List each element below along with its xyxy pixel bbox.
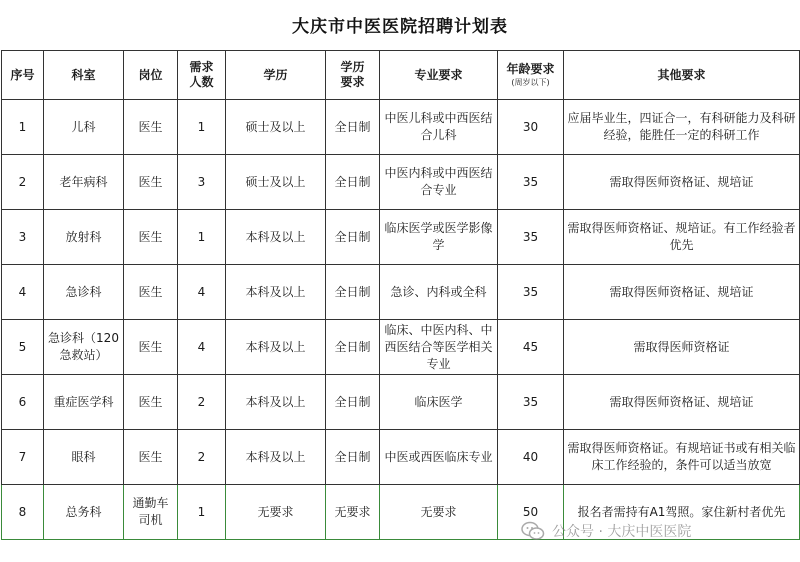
cell-major: 中医或西医临床专业 bbox=[380, 430, 498, 485]
header-edu: 学历 bbox=[226, 51, 326, 100]
cell-major: 临床医学 bbox=[380, 375, 498, 430]
cell-count: 4 bbox=[178, 265, 226, 320]
cell-count: 1 bbox=[178, 100, 226, 155]
cell-dept: 儿科 bbox=[44, 100, 124, 155]
cell-age: 35 bbox=[498, 265, 564, 320]
cell-seq: 2 bbox=[2, 155, 44, 210]
cell-seq: 3 bbox=[2, 210, 44, 265]
cell-edu: 无要求 bbox=[226, 485, 326, 540]
header-seq: 序号 bbox=[2, 51, 44, 100]
cell-dept: 总务科 bbox=[44, 485, 124, 540]
cell-dept: 放射科 bbox=[44, 210, 124, 265]
cell-other: 需取得医师资格证 bbox=[564, 320, 800, 375]
watermark-text: 公众号 · 大庆中医医院 bbox=[552, 524, 692, 540]
cell-edu-req: 无要求 bbox=[326, 485, 380, 540]
cell-edu-req: 全日制 bbox=[326, 375, 380, 430]
cell-post: 医生 bbox=[124, 155, 178, 210]
cell-edu-req: 全日制 bbox=[326, 210, 380, 265]
header-post: 岗位 bbox=[124, 51, 178, 100]
cell-age: 35 bbox=[498, 210, 564, 265]
cell-post: 医生 bbox=[124, 320, 178, 375]
cell-major: 急诊、内科或全科 bbox=[380, 265, 498, 320]
cell-dept: 眼科 bbox=[44, 430, 124, 485]
cell-seq: 1 bbox=[2, 100, 44, 155]
cell-major: 临床、中医内科、中西医结合等医学相关专业 bbox=[380, 320, 498, 375]
cell-count: 4 bbox=[178, 320, 226, 375]
header-dept: 科室 bbox=[44, 51, 124, 100]
table-header-row bbox=[2, 51, 800, 100]
cell-edu: 硕士及以上 bbox=[226, 100, 326, 155]
cell-edu: 硕士及以上 bbox=[226, 155, 326, 210]
header-edu-req-line1: 学历 bbox=[340, 60, 365, 74]
table-row bbox=[2, 155, 800, 210]
cell-other: 需取得医师资格证、规培证 bbox=[564, 155, 800, 210]
cell-post: 医生 bbox=[124, 375, 178, 430]
cell-seq: 7 bbox=[2, 430, 44, 485]
cell-post: 医生 bbox=[124, 100, 178, 155]
header-age-label: 年龄要求 bbox=[506, 62, 555, 76]
cell-seq: 5 bbox=[2, 320, 44, 375]
header-major: 专业要求 bbox=[380, 51, 498, 100]
cell-edu-req: 全日制 bbox=[326, 265, 380, 320]
cell-post: 通勤车司机 bbox=[124, 485, 178, 540]
cell-count: 2 bbox=[178, 375, 226, 430]
header-age bbox=[498, 51, 564, 100]
cell-seq: 4 bbox=[2, 265, 44, 320]
cell-post: 医生 bbox=[124, 430, 178, 485]
page-title: 大庆市中医医院招聘计划表 bbox=[292, 17, 508, 37]
table-row bbox=[2, 100, 800, 155]
cell-dept: 急诊科 bbox=[44, 265, 124, 320]
header-edu-req-line2: 要求 bbox=[340, 75, 365, 89]
table-row bbox=[2, 320, 800, 375]
cell-edu-req: 全日制 bbox=[326, 430, 380, 485]
cell-major: 中医儿科或中西医结合儿科 bbox=[380, 100, 498, 155]
header-edu-req bbox=[326, 51, 380, 100]
cell-other: 需取得医师资格证、规培证 bbox=[564, 375, 800, 430]
cell-post: 医生 bbox=[124, 265, 178, 320]
cell-count: 1 bbox=[178, 210, 226, 265]
cell-age: 45 bbox=[498, 320, 564, 375]
cell-edu: 本科及以上 bbox=[226, 320, 326, 375]
table-row bbox=[2, 485, 800, 540]
cell-edu: 本科及以上 bbox=[226, 430, 326, 485]
header-count-line2: 人数 bbox=[189, 75, 214, 89]
cell-age: 35 bbox=[498, 155, 564, 210]
recruitment-plan-table bbox=[1, 50, 800, 540]
cell-age: 35 bbox=[498, 375, 564, 430]
cell-edu-req: 全日制 bbox=[326, 100, 380, 155]
cell-edu: 本科及以上 bbox=[226, 265, 326, 320]
cell-age: 40 bbox=[498, 430, 564, 485]
cell-major: 中医内科或中西医结合专业 bbox=[380, 155, 498, 210]
cell-post: 医生 bbox=[124, 210, 178, 265]
cell-edu: 本科及以上 bbox=[226, 375, 326, 430]
cell-seq: 6 bbox=[2, 375, 44, 430]
cell-age: 30 bbox=[498, 100, 564, 155]
cell-age: 50 bbox=[498, 485, 564, 540]
cell-other: 需取得医师资格证。有规培证书或有相关临床工作经验的，条件可以适当放宽 bbox=[564, 430, 800, 485]
header-count-line1: 需求 bbox=[189, 60, 214, 74]
header-other: 其他要求 bbox=[564, 51, 800, 100]
cell-other: 需取得医师资格证、规培证。有工作经验者优先 bbox=[564, 210, 800, 265]
cell-count: 2 bbox=[178, 430, 226, 485]
cell-other: 应届毕业生，四证合一，有科研能力及科研经验，能胜任一定的科研工作 bbox=[564, 100, 800, 155]
cell-edu-req: 全日制 bbox=[326, 155, 380, 210]
cell-major: 临床医学或医学影像学 bbox=[380, 210, 498, 265]
cell-seq: 8 bbox=[2, 485, 44, 540]
table-row bbox=[2, 265, 800, 320]
cell-other: 报名者需持有A1驾照。家住新村者优先 bbox=[564, 485, 800, 540]
cell-dept: 急诊科（120急救站） bbox=[44, 320, 124, 375]
table-row bbox=[2, 210, 800, 265]
header-count bbox=[178, 51, 226, 100]
cell-dept: 重症医学科 bbox=[44, 375, 124, 430]
table-row bbox=[2, 375, 800, 430]
cell-edu-req: 全日制 bbox=[326, 320, 380, 375]
cell-edu: 本科及以上 bbox=[226, 210, 326, 265]
cell-other: 需取得医师资格证、规培证 bbox=[564, 265, 800, 320]
cell-major: 无要求 bbox=[380, 485, 498, 540]
cell-count: 3 bbox=[178, 155, 226, 210]
cell-dept: 老年病科 bbox=[44, 155, 124, 210]
cell-count: 1 bbox=[178, 485, 226, 540]
header-age-note: (周岁以下) bbox=[511, 78, 550, 87]
table-row bbox=[2, 430, 800, 485]
